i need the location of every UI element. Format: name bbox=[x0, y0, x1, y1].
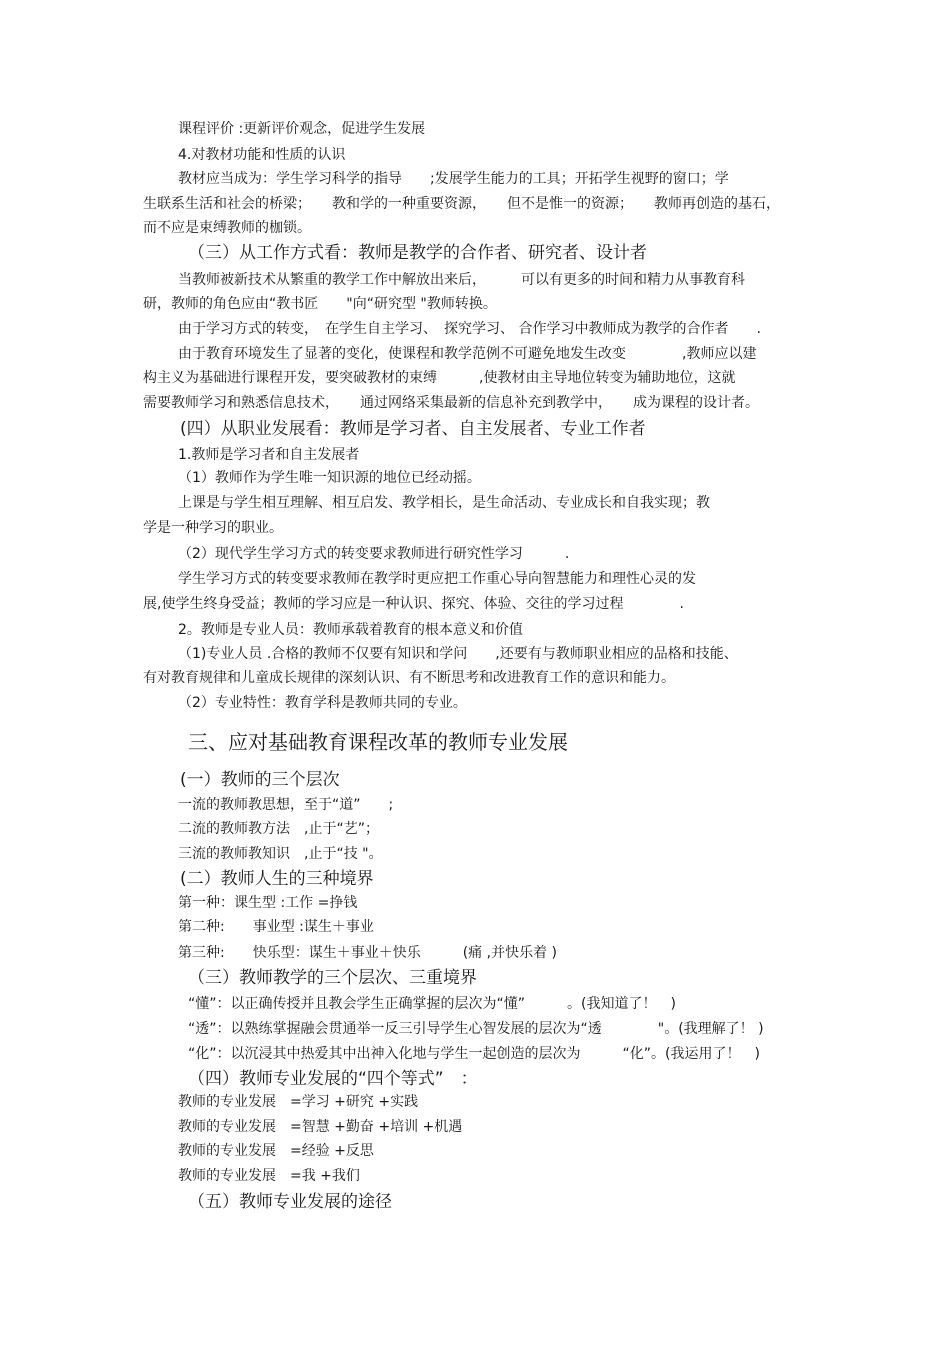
text-line: 1.教师是学习者和自主发展者 bbox=[178, 447, 360, 463]
text-line: 教师的专业发展 =经验 +反思 bbox=[178, 1143, 374, 1159]
text-line: 由于教育环境发生了显著的变化，使课程和教学范例不可避免地发生改变 ,教师应以建 bbox=[178, 346, 757, 362]
text-line: （1)专业人员 .合格的教师不仅要有知识和学问 ,还要有与教师职业相应的品格和技能、 bbox=[178, 646, 738, 662]
text-line: 第三种: 快乐型：谋生＋事业＋快乐 (痛 ,并快乐着 ) bbox=[178, 945, 557, 961]
text-line: 教师的专业发展 =我 +我们 bbox=[178, 1168, 360, 1184]
section-heading: （五）教师专业发展的途径 bbox=[188, 1192, 392, 1212]
text-line: “化”：以沉浸其中热爱其中出神入化地与学生一起创造的层次为 “化”。(我运用了！ ) bbox=[188, 1046, 760, 1062]
section-heading: (四）从职业发展看：教师是学习者、自主发展者、专业工作者 bbox=[180, 419, 646, 439]
text-line: 三流的教师教知识 ,止于“技 "。 bbox=[178, 846, 383, 862]
section-heading: (一）教师的三个层次 bbox=[180, 770, 340, 790]
text-line: 2。教师是专业人员：教师承载着教育的根本意义和价值 bbox=[178, 622, 523, 638]
text-line: 研，教师的角色应由“教书匠 "向“研究型 "教师转换。 bbox=[143, 296, 497, 312]
text-line: 需要教师学习和熟悉信息技术， 通过网络采集最新的信息补充到教学中， 成为课程的设计者。 bbox=[143, 395, 759, 411]
text-line: （2）专业特性：教育学科是教师共同的专业。 bbox=[178, 695, 467, 711]
text-line: 教师的专业发展 =智慧 +勤奋 +培训 +机遇 bbox=[178, 1119, 463, 1135]
text-line: 展,使学生终身受益；教师的学习应是一种认识、探究、体验、交往的学习过程 . bbox=[143, 596, 684, 612]
text-line: 一流的教师教思想，至于“道” ; bbox=[178, 797, 394, 813]
text-line: 而不应是束缚教师的枷锁。 bbox=[143, 220, 311, 236]
text-line: 有对教育规律和儿童成长规律的深刻认识、有不断思考和改进教育工作的意识和能力。 bbox=[143, 670, 675, 686]
section-heading: (二）教师人生的三种境界 bbox=[180, 869, 374, 889]
text-line: 构主义为基础进行课程开发，要突破教材的束缚 ,使教材由主导地位转变为辅助地位，这就 bbox=[143, 370, 736, 386]
text-line: “透”：以熟练掌握融会贯通举一反三引导学生心智发展的层次为“透 "。(我理解了！ ) bbox=[188, 1021, 764, 1037]
section-heading: （三）从工作方式看：教师是教学的合作者、研究者、设计者 bbox=[188, 243, 647, 263]
text-line: 当教师被新技术从繁重的教学工作中解放出来后， 可以有更多的时间和精力从事教育科 bbox=[178, 272, 745, 288]
text-line: 学生学习方式的转变要求教师在教学时更应把工作重心导向智慧能力和理性心灵的发 bbox=[178, 571, 696, 587]
text-line: 由于学习方式的转变， 在学生自主学习、 探究学习、 合作学习中教师成为教学的合作者 . bbox=[178, 321, 761, 337]
text-line: （1）教师作为学生唯一知识源的地位已经动摇。 bbox=[178, 470, 481, 486]
text-line: 第二种: 事业型 :谋生＋事业 bbox=[178, 919, 374, 935]
text-line: 学是一种学习的职业。 bbox=[143, 520, 283, 536]
section-heading: （四）教师专业发展的“四个等式” ： bbox=[188, 1069, 478, 1089]
text-line: 上课是与学生相互理解、相互启发、教学相长，是生命活动、专业成长和自我实现；教 bbox=[178, 495, 710, 511]
text-line: “懂”：以正确传授并且教会学生正确掌握的层次为“懂” 。(我知道了！ ) bbox=[188, 996, 676, 1012]
text-line: （2）现代学生学习方式的转变要求教师进行研究性学习 . bbox=[178, 546, 570, 562]
chapter-heading: 三、应对基础教育课程改革的教师专业发展 bbox=[188, 730, 568, 754]
text-line: 生联系生活和社会的桥梁； 教和学的一种重要资源， 但不是惟一的资源； 教师再创造的基石， bbox=[143, 196, 780, 212]
text-line: 4.对教材功能和性质的认识 bbox=[178, 147, 346, 163]
text-line: 教师的专业发展 =学习 +研究 +实践 bbox=[178, 1094, 419, 1110]
text-line: 第一种：课生型 :工作 =挣钱 bbox=[178, 895, 358, 911]
text-line: 教材应当成为：学生学习科学的指导 ;发展学生能力的工具；开拓学生视野的窗口；学 bbox=[178, 171, 729, 187]
text-line: 二流的教师教方法 ,止于“艺”； bbox=[178, 821, 379, 837]
section-heading: （三）教师教学的三个层次、三重境界 bbox=[188, 968, 477, 988]
text-line: 课程评价 :更新评价观念，促进学生发展 bbox=[178, 121, 426, 137]
